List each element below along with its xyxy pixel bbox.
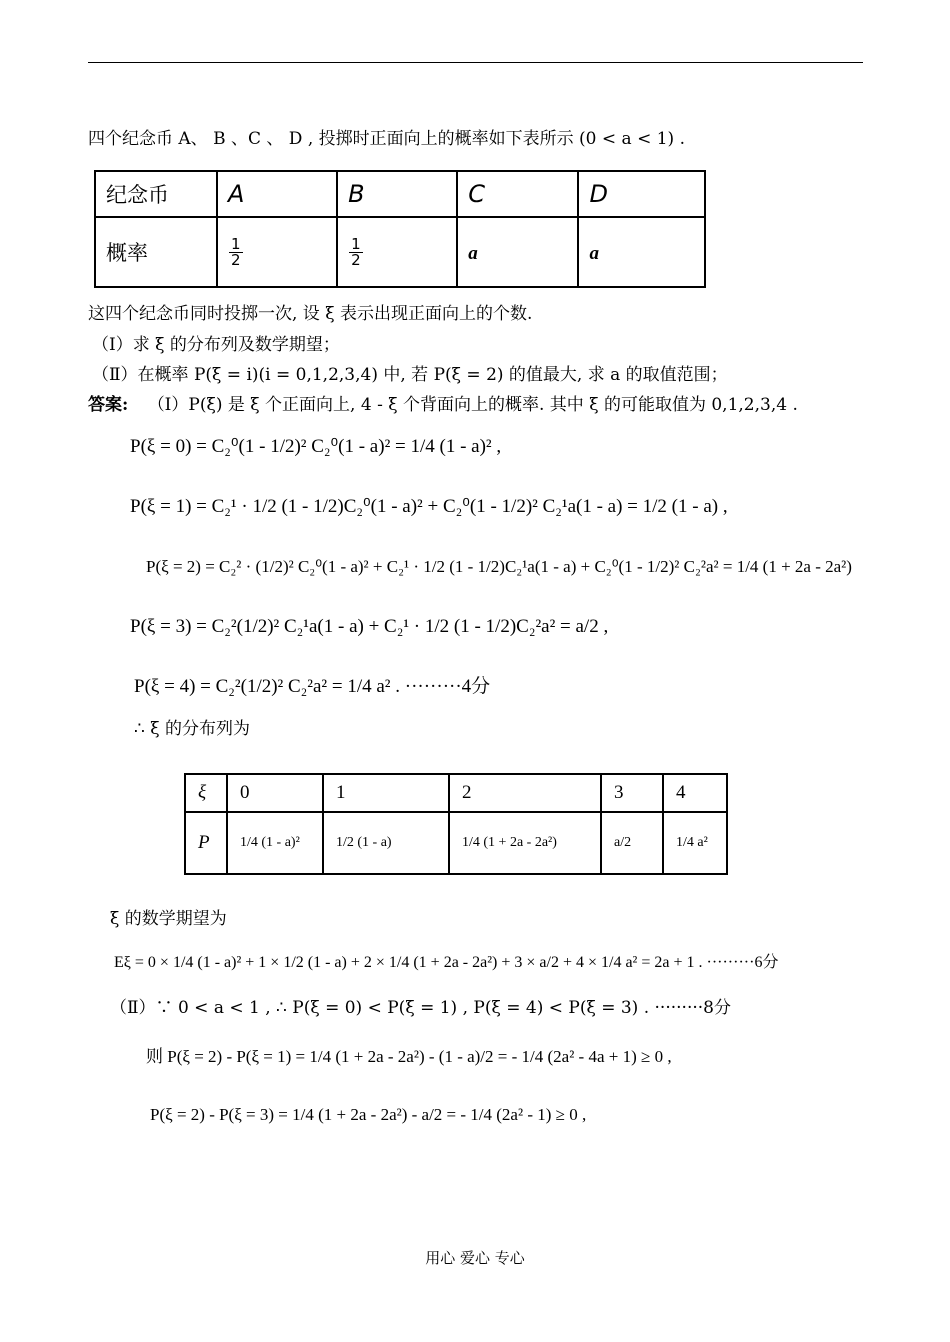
distribution-heading: ∴ ξ 的分布列为 <box>134 719 250 739</box>
question-2: （Ⅱ）在概率 P(ξ = i)(i = 0,1,2,3,4) 中, 若 P(ξ = 2) 的值最大, 求 a 的取值范围； <box>92 365 728 385</box>
table-row-label: 概率 <box>95 217 217 287</box>
table-cell: 1 <box>323 774 449 812</box>
part2-line: （Ⅱ）∵ 0 < a < 1 , ∴ P(ξ = 0) < P(ξ = 1) , P(ξ = 4) < P(ξ = 3) . ·········8分 <box>110 998 731 1018</box>
table-cell: $\frac{1}{2}$ <box>337 217 457 287</box>
table-cell: 0 <box>227 774 323 812</box>
part2-equation-2: P(ξ = 2) - P(ξ = 3) = 1/4 (1 + 2a - 2a²) - a/2 = - 1/4 (2a² - 1) ≥ 0 , <box>150 1105 587 1124</box>
table-cell: 1/4 a² <box>663 812 727 874</box>
answer-label: 答案: <box>88 395 129 415</box>
table-header-cell: B <box>337 171 457 217</box>
table-cell: 3 <box>601 774 663 812</box>
equation-p2: P(ξ = 2) = C₂² · (1/2)² C₂⁰(1 - a)² + C₂¹ · 1/2 (1 - 1/2)C₂¹a(1 - a) + C₂⁰(1 - 1/2)² C₂²a² = 1/4 (1 + 2a - 2a²) <box>146 557 852 576</box>
table-cell: 2 <box>449 774 601 812</box>
table-header-cell: A <box>217 171 337 217</box>
part2-equation-1: 则 P(ξ = 2) - P(ξ = 1) = 1/4 (1 + 2a - 2a²) - (1 - a)/2 = - 1/4 (2a² - 4a + 1) ≥ 0 , <box>146 1047 672 1066</box>
expectation-equation: Eξ = 0 × 1/4 (1 - a)² + 1 × 1/2 (1 - a) + 2 × 1/4 (1 + 2a - 2a²) + 3 × a/2 + 4 × 1/4 a² = 2a + 1 . ·········6分 <box>114 954 779 971</box>
table-row-label: P <box>185 812 227 874</box>
toss-line: 这四个纪念币同时投掷一次, 设 ξ 表示出现正面向上的个数. <box>88 304 533 324</box>
table-cell: 4 <box>663 774 727 812</box>
table-row <box>185 812 727 874</box>
table-cell: 1/2 (1 - a) <box>323 812 449 874</box>
table-row <box>95 217 705 287</box>
page-footer: 用心 爱心 专心 <box>425 1249 525 1267</box>
equation-p4: P(ξ = 4) = C₂²(1/2)² C₂²a² = 1/4 a² . ·········4分 <box>134 676 491 697</box>
intro-text: 四个纪念币 A、 B 、C 、 D , 投掷时正面向上的概率如下表所示 (0 < a < 1) . <box>88 129 685 149</box>
table-header-cell: C <box>457 171 578 217</box>
header-rule <box>88 62 863 63</box>
table-cell: a <box>578 217 705 287</box>
equation-p0: P(ξ = 0) = C₂⁰(1 - 1/2)² C₂⁰(1 - a)² = 1/4 (1 - a)² , <box>130 436 502 457</box>
distribution-table <box>184 773 728 875</box>
answer-intro: （Ⅰ）P(ξ) 是 ξ 个正面向上, 4 - ξ 个背面向上的概率. 其中 ξ 的可能取值为 0,1,2,3,4 . <box>147 395 798 415</box>
table-cell: 1/4 (1 - a)² <box>227 812 323 874</box>
equation-p3: P(ξ = 3) = C₂²(1/2)² C₂¹a(1 - a) + C₂¹ · 1/2 (1 - 1/2)C₂²a² = a/2 , <box>130 616 609 637</box>
table-cell: 1/4 (1 + 2a - 2a²) <box>449 812 601 874</box>
table-row <box>95 171 705 217</box>
table-cell: a <box>457 217 578 287</box>
question-1: （Ⅰ）求 ξ 的分布列及数学期望； <box>92 335 340 355</box>
table-row-label: ξ <box>185 774 227 812</box>
equation-p1: P(ξ = 1) = C₂¹ · 1/2 (1 - 1/2)C₂⁰(1 - a)² + C₂⁰(1 - 1/2)² C₂¹a(1 - a) = 1/2 (1 - a) , <box>130 496 728 517</box>
table-cell: a/2 <box>601 812 663 874</box>
answer-line <box>88 394 798 416</box>
expectation-heading: ξ 的数学期望为 <box>110 909 227 929</box>
table-cell: $\frac{1}{2}$ <box>217 217 337 287</box>
table-header-cell: D <box>578 171 705 217</box>
table-row <box>185 774 727 812</box>
intro-line <box>88 128 685 150</box>
table-header-cell: 纪念币 <box>95 171 217 217</box>
coin-probability-table <box>94 170 706 288</box>
